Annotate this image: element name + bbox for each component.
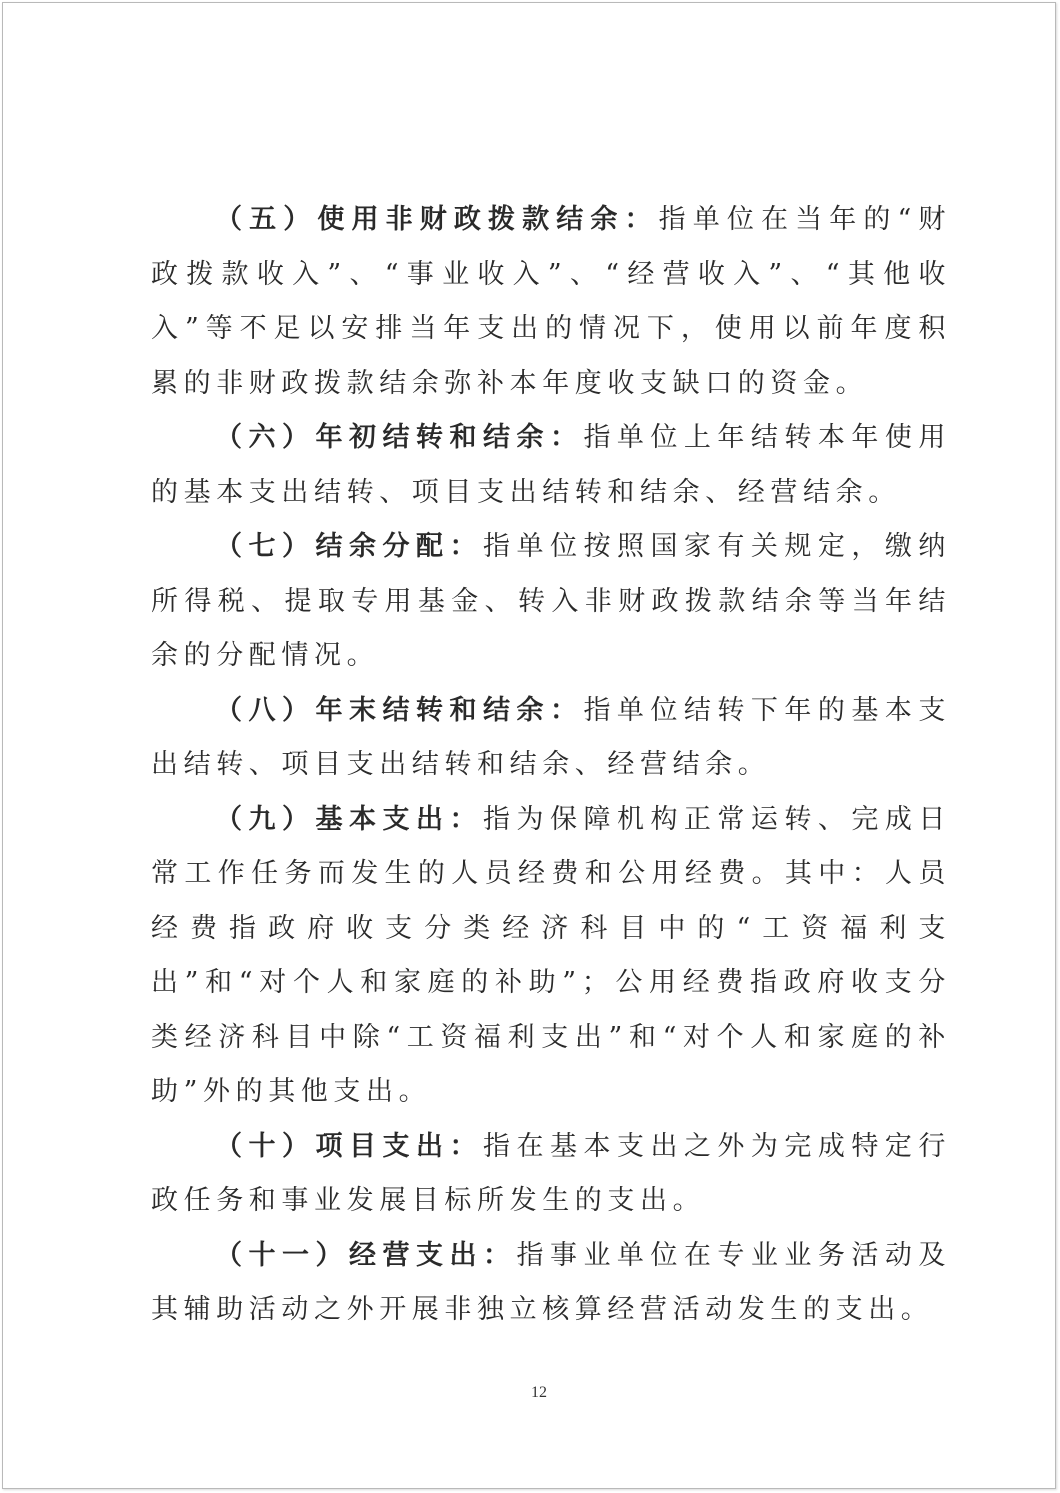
term-heading: （八）年末结转和结余： xyxy=(215,694,584,726)
paragraph-7 xyxy=(151,520,951,684)
document-page xyxy=(2,2,1056,1489)
paragraph-text: 指单位在当年的“财政拨款收入”、“事业收入”、“经营收入”、“其他收入”等不足以安排当年支出的情况下，使用以前年度积累的非财政拨款结余弥补本年度收支缺口的资金。 xyxy=(151,204,951,399)
paragraph-text: 指为保障机构正常运转、完成日常工作任务而发生的人员经费和公用经费。其中：人员经费指政府收支分类经济科目中的“工资福利支出”和“对个人和家庭的补助”；公用经费指政府收支分类经济科目中除“工资福利支出”和“对个人和家庭的补助”外的其他支出。 xyxy=(151,803,951,1107)
paragraph-6 xyxy=(151,411,951,520)
paragraph-8 xyxy=(151,684,951,793)
term-heading: （六）年初结转和结余： xyxy=(215,422,584,453)
term-heading: （七）结余分配： xyxy=(215,531,483,562)
paragraph-text: 指事业单位在专业业务活动及其辅助活动之外开展非独立核算经营活动发生的支出。 xyxy=(151,1239,951,1325)
term-heading: （十）项目支出： xyxy=(215,1130,483,1162)
document-body xyxy=(151,193,951,1338)
paragraph-11 xyxy=(151,1229,951,1338)
page-number: 12 xyxy=(531,1384,547,1401)
term-heading: （五）使用非财政拨款结余： xyxy=(215,204,659,235)
term-heading: （十一）经营支出： xyxy=(215,1239,517,1271)
paragraph-10 xyxy=(151,1120,951,1229)
paragraph-5 xyxy=(151,193,951,411)
paragraph-text: 指单位上年结转本年使用的基本支出结转、项目支出结转和结余、经营结余。 xyxy=(151,422,951,508)
paragraph-text: 指单位结转下年的基本支出结转、项目支出结转和结余、经营结余。 xyxy=(151,694,951,780)
paragraph-text: 指在基本支出之外为完成特定行政任务和事业发展目标所发生的支出。 xyxy=(151,1130,951,1216)
term-heading: （九）基本支出： xyxy=(215,803,483,835)
paragraph-9 xyxy=(151,793,951,1120)
paragraph-text: 指单位按照国家有关规定，缴纳所得税、提取专用基金、转入非财政拨款结余等当年结余的分配情况。 xyxy=(151,531,951,671)
